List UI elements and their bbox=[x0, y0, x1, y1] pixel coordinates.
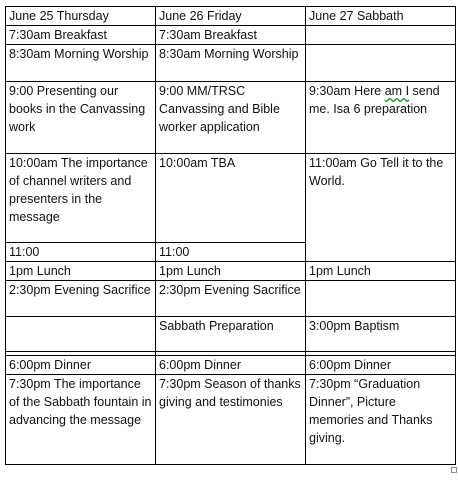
header-row bbox=[6, 7, 456, 26]
cell-text-segment: send me. Isa 6 preparation bbox=[309, 84, 440, 116]
cell-fri-sabbath-preparation[interactable]: Sabbath Preparation bbox=[156, 317, 306, 352]
cell-thu-morning-worship[interactable]: 8:30am Morning Worship bbox=[6, 45, 156, 82]
cell-fri-eleven[interactable]: 11:00 bbox=[156, 243, 306, 262]
table-row bbox=[6, 26, 456, 45]
schedule-table bbox=[5, 6, 456, 465]
header-friday[interactable]: June 26 Friday bbox=[156, 7, 306, 26]
table-row bbox=[6, 45, 456, 82]
table-row bbox=[6, 281, 456, 317]
table-row bbox=[6, 356, 456, 375]
cell-thu-presenting-books[interactable]: 9:00 Presenting our books in the Canvassing work bbox=[6, 82, 156, 154]
cell-fri-morning-worship[interactable]: 8:30am Morning Worship bbox=[156, 45, 306, 82]
cell-thu-empty[interactable] bbox=[6, 317, 156, 352]
cell-sat-here-am-i[interactable] bbox=[306, 82, 456, 154]
header-sabbath[interactable]: June 27 Sabbath bbox=[306, 7, 456, 26]
cell-sat-lunch[interactable]: 1pm Lunch bbox=[306, 262, 456, 281]
cell-thu-lunch[interactable]: 1pm Lunch bbox=[6, 262, 156, 281]
cell-sat-empty[interactable] bbox=[306, 281, 456, 317]
cell-fri-thanksgiving[interactable]: 7:30pm Season of thanks giving and testimonies bbox=[156, 375, 306, 465]
cell-thu-dinner[interactable]: 6:00pm Dinner bbox=[6, 356, 156, 375]
spellcheck-flagged-text: am I bbox=[384, 84, 410, 98]
table-row bbox=[6, 154, 456, 243]
header-thursday[interactable]: June 25 Thursday bbox=[6, 7, 156, 26]
cell-fri-tba[interactable]: 10:00am TBA bbox=[156, 154, 306, 243]
cell-thu-evening-sacrifice[interactable]: 2:30pm Evening Sacrifice bbox=[6, 281, 156, 317]
cell-thu-sabbath-fountain[interactable]: 7:30pm The importance of the Sabbath fountain in advancing the message bbox=[6, 375, 156, 465]
cell-thu-breakfast[interactable]: 7:30am Breakfast bbox=[6, 26, 156, 45]
cell-sat-baptism[interactable]: 3:00pm Baptism bbox=[306, 317, 456, 352]
table-end-marker-icon bbox=[451, 467, 457, 473]
cell-text-segment: 9:30am Here bbox=[309, 84, 385, 98]
table-row bbox=[6, 262, 456, 281]
cell-fri-canvassing[interactable]: 9:00 MM/TRSC Canvassing and Bible worker application bbox=[156, 82, 306, 154]
cell-sat-dinner[interactable]: 6:00pm Dinner bbox=[306, 356, 456, 375]
cell-fri-breakfast[interactable]: 7:30am Breakfast bbox=[156, 26, 306, 45]
cell-fri-dinner[interactable]: 6:00pm Dinner bbox=[156, 356, 306, 375]
cell-fri-evening-sacrifice[interactable]: 2:30pm Evening Sacrifice bbox=[156, 281, 306, 317]
cell-sat-go-tell[interactable]: 11:00am Go Tell it to the World. bbox=[306, 154, 456, 262]
cell-sat-empty[interactable] bbox=[306, 26, 456, 45]
table-row bbox=[6, 82, 456, 154]
cell-sat-empty[interactable] bbox=[306, 45, 456, 82]
table-row bbox=[6, 375, 456, 465]
cell-sat-graduation-dinner[interactable]: 7:30pm “Graduation Dinner”, Picture memories and Thanks giving. bbox=[306, 375, 456, 465]
cell-fri-lunch[interactable]: 1pm Lunch bbox=[156, 262, 306, 281]
table-row bbox=[6, 317, 456, 352]
cell-thu-channel-writers[interactable]: 10:00am The importance of channel writers and presenters in the message bbox=[6, 154, 156, 243]
cell-thu-eleven[interactable]: 11:00 bbox=[6, 243, 156, 262]
